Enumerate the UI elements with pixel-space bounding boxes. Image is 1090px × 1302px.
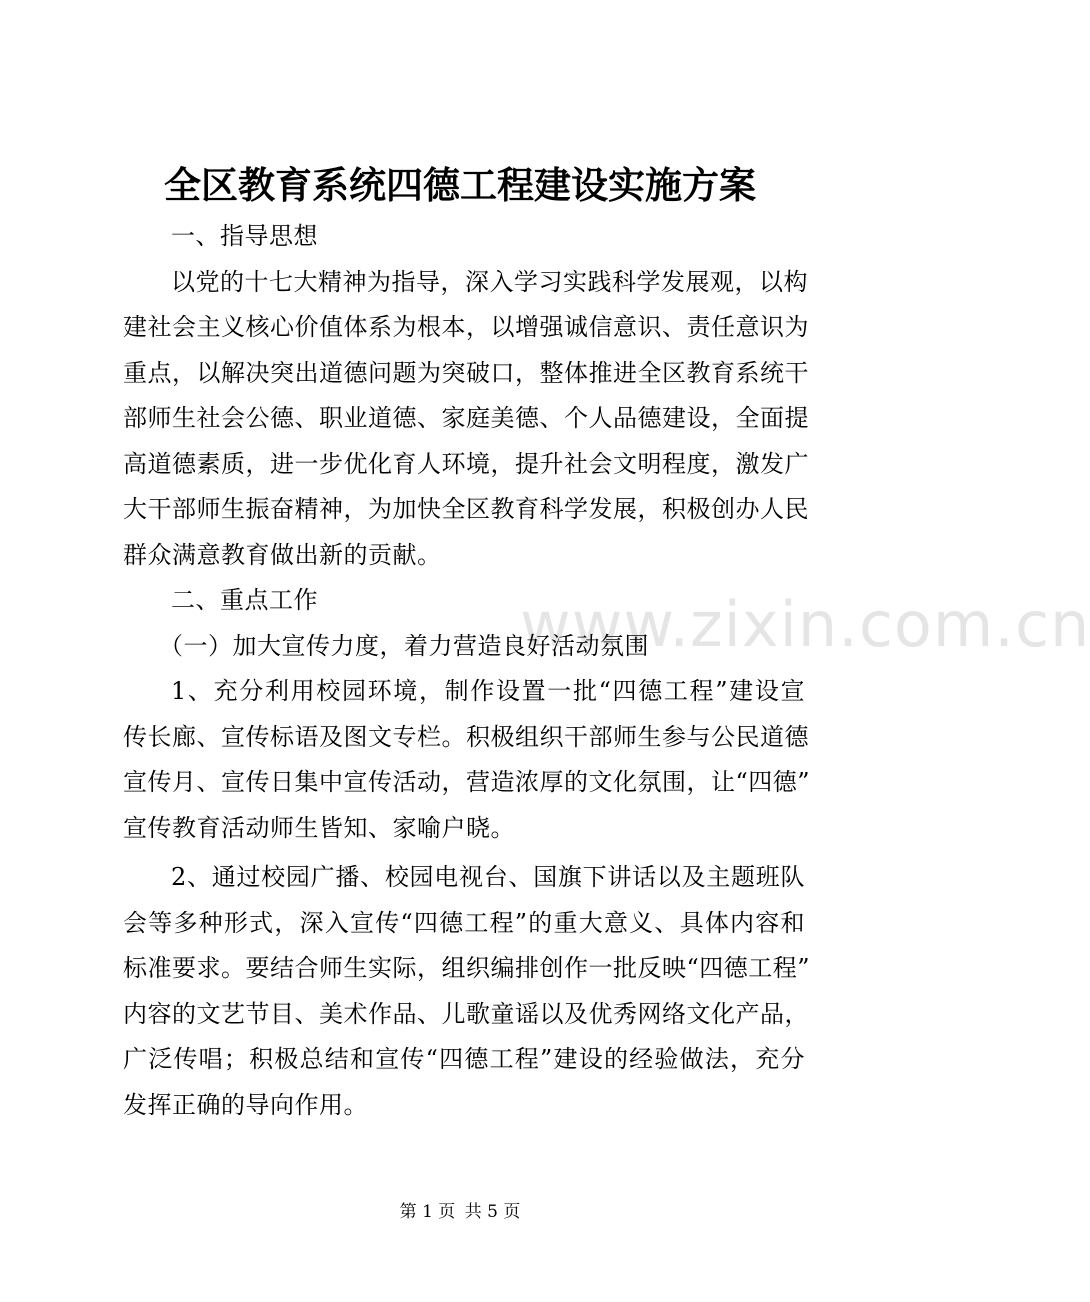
section-heading-guiding-ideology: 一、指导思想 bbox=[171, 222, 318, 250]
watermark: www.zixin.com.cn bbox=[520, 588, 1090, 661]
paragraph-line: 高道德素质，进一步优化育人环境，提升社会文明程度，激发广 bbox=[123, 449, 809, 478]
paragraph-line: 宣传月、宣传日集中宣传活动，营造浓厚的文化氛围，让“四德” bbox=[123, 768, 811, 796]
paragraph-line: 1、充分利用校园环境，制作设置一批“四德工程”建设宣 bbox=[171, 677, 805, 705]
paragraph-item-1 bbox=[123, 669, 811, 851]
page-footer bbox=[0, 1200, 920, 1224]
document-title: 全区教育系统四德工程建设实施方案 bbox=[164, 163, 756, 207]
paragraph-line: 内容的文艺节目、美术作品、儿歌童谣以及优秀网络文化产品， bbox=[123, 999, 809, 1028]
total-pages: 共 5 页 bbox=[464, 1202, 521, 1222]
subsection-heading-publicity: （一）加大宣传力度，着力营造良好活动氛围 bbox=[159, 631, 649, 660]
paragraph-line: 广泛传唱；积极总结和宣传“四德工程”建设的经验做法，充分 bbox=[123, 1045, 805, 1073]
section-heading-key-work: 二、重点工作 bbox=[171, 586, 318, 614]
paragraph-guiding-ideology bbox=[123, 260, 809, 579]
paragraph-line: 标准要求。要结合师生实际，组织编排创作一批反映“四德工程” bbox=[123, 954, 811, 982]
paragraph-line: 2、通过校园广播、校园电视台、国旗下讲话以及主题班队 bbox=[171, 863, 805, 891]
paragraph-item-2 bbox=[123, 855, 811, 1128]
paragraph-line: 部师生社会公德、职业道德、家庭美德、个人品德建设，全面提 bbox=[123, 404, 809, 432]
page-number: 第 1 页 bbox=[399, 1202, 456, 1222]
paragraph-line: 发挥正确的导向作用。 bbox=[123, 1090, 368, 1119]
paragraph-line: 大干部师生振奋精神，为加快全区教育科学发展，积极创办人民 bbox=[123, 495, 809, 523]
paragraph-line: 重点，以解决突出道德问题为突破口，整体推进全区教育系统干 bbox=[123, 358, 809, 387]
paragraph-line: 建社会主义核心价值体系为根本，以增强诚信意识、责任意识为 bbox=[123, 313, 809, 341]
paragraph-line: 以党的十七大精神为指导，深入学习实践科学发展观，以构 bbox=[171, 267, 808, 296]
paragraph-line: 传长廊、宣传标语及图文专栏。积极组织干部师生参与公民道德 bbox=[123, 722, 809, 751]
paragraph-line: 会等多种形式，深入宣传“四德工程”的重大意义、具体内容和 bbox=[123, 908, 805, 937]
paragraph-line: 群众满意教育做出新的贡献。 bbox=[123, 540, 442, 569]
document-body bbox=[123, 214, 811, 1128]
paragraph-line: 宣传教育活动师生皆知、家喻户晓。 bbox=[123, 813, 515, 842]
